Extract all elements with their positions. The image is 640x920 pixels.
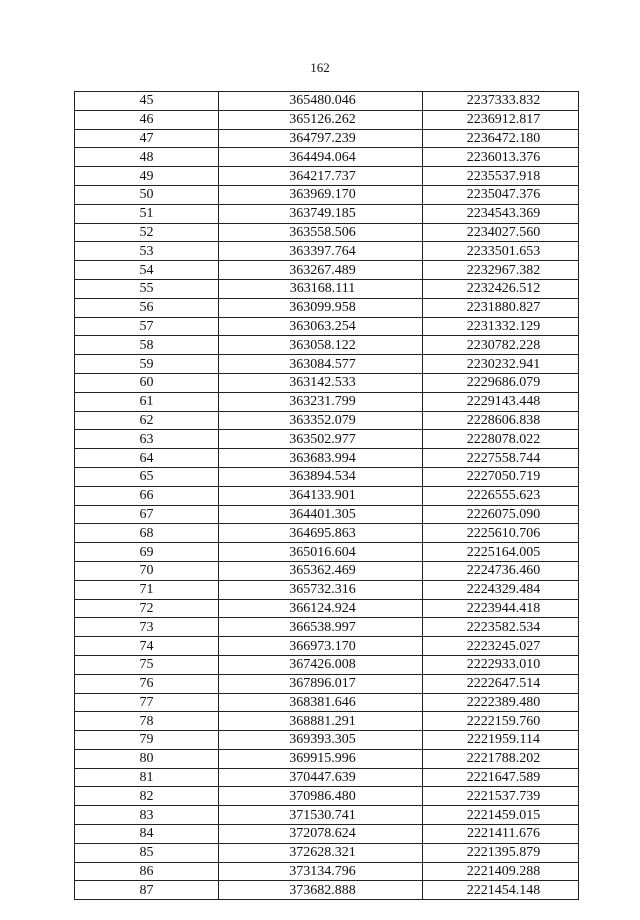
y-coordinate-cell: 2234027.560 bbox=[423, 223, 579, 242]
point-number-cell: 87 bbox=[75, 881, 219, 900]
y-coordinate-cell: 2221647.589 bbox=[423, 768, 579, 787]
y-coordinate-cell: 2221454.148 bbox=[423, 881, 579, 900]
point-number-cell: 63 bbox=[75, 430, 219, 449]
table-row bbox=[75, 806, 579, 825]
table-row bbox=[75, 148, 579, 167]
table-row bbox=[75, 392, 579, 411]
point-number-cell: 71 bbox=[75, 580, 219, 599]
y-coordinate-cell: 2226555.623 bbox=[423, 486, 579, 505]
table-row bbox=[75, 524, 579, 543]
y-coordinate-cell: 2222389.480 bbox=[423, 693, 579, 712]
point-number-cell: 76 bbox=[75, 674, 219, 693]
point-number-cell: 75 bbox=[75, 655, 219, 674]
x-coordinate-cell: 369915.996 bbox=[219, 749, 423, 768]
x-coordinate-cell: 363749.185 bbox=[219, 204, 423, 223]
table-row bbox=[75, 599, 579, 618]
x-coordinate-cell: 365480.046 bbox=[219, 92, 423, 111]
y-coordinate-cell: 2231880.827 bbox=[423, 298, 579, 317]
x-coordinate-cell: 372078.624 bbox=[219, 825, 423, 844]
y-coordinate-cell: 2235047.376 bbox=[423, 185, 579, 204]
y-coordinate-cell: 2221788.202 bbox=[423, 749, 579, 768]
y-coordinate-cell: 2237333.832 bbox=[423, 92, 579, 111]
x-coordinate-cell: 363084.577 bbox=[219, 355, 423, 374]
table-row bbox=[75, 693, 579, 712]
table-row bbox=[75, 355, 579, 374]
table-row bbox=[75, 223, 579, 242]
y-coordinate-cell: 2223944.418 bbox=[423, 599, 579, 618]
y-coordinate-cell: 2236013.376 bbox=[423, 148, 579, 167]
y-coordinate-cell: 2236472.180 bbox=[423, 129, 579, 148]
y-coordinate-cell: 2221537.739 bbox=[423, 787, 579, 806]
x-coordinate-cell: 363397.764 bbox=[219, 242, 423, 261]
x-coordinate-cell: 364217.737 bbox=[219, 167, 423, 186]
table-row bbox=[75, 561, 579, 580]
y-coordinate-cell: 2225610.706 bbox=[423, 524, 579, 543]
x-coordinate-cell: 363063.254 bbox=[219, 317, 423, 336]
x-coordinate-cell: 369393.305 bbox=[219, 731, 423, 750]
point-number-cell: 84 bbox=[75, 825, 219, 844]
x-coordinate-cell: 373134.796 bbox=[219, 862, 423, 881]
point-number-cell: 50 bbox=[75, 185, 219, 204]
point-number-cell: 73 bbox=[75, 618, 219, 637]
table-row bbox=[75, 449, 579, 468]
table-row bbox=[75, 261, 579, 280]
table-row bbox=[75, 110, 579, 129]
y-coordinate-cell: 2221395.879 bbox=[423, 843, 579, 862]
point-number-cell: 62 bbox=[75, 411, 219, 430]
point-number-cell: 79 bbox=[75, 731, 219, 750]
x-coordinate-cell: 363894.534 bbox=[219, 467, 423, 486]
y-coordinate-cell: 2235537.918 bbox=[423, 167, 579, 186]
point-number-cell: 78 bbox=[75, 712, 219, 731]
x-coordinate-cell: 363683.994 bbox=[219, 449, 423, 468]
point-number-cell: 86 bbox=[75, 862, 219, 881]
point-number-cell: 61 bbox=[75, 392, 219, 411]
point-number-cell: 81 bbox=[75, 768, 219, 787]
point-number-cell: 69 bbox=[75, 543, 219, 562]
point-number-cell: 49 bbox=[75, 167, 219, 186]
table-row bbox=[75, 768, 579, 787]
y-coordinate-cell: 2228606.838 bbox=[423, 411, 579, 430]
point-number-cell: 46 bbox=[75, 110, 219, 129]
point-number-cell: 80 bbox=[75, 749, 219, 768]
table-row bbox=[75, 712, 579, 731]
table-row bbox=[75, 204, 579, 223]
x-coordinate-cell: 367426.008 bbox=[219, 655, 423, 674]
page-number: 162 bbox=[310, 60, 330, 75]
table-row bbox=[75, 92, 579, 111]
coordinate-table bbox=[74, 91, 579, 900]
x-coordinate-cell: 365016.604 bbox=[219, 543, 423, 562]
table-row bbox=[75, 881, 579, 900]
table-row bbox=[75, 486, 579, 505]
y-coordinate-cell: 2221411.676 bbox=[423, 825, 579, 844]
point-number-cell: 82 bbox=[75, 787, 219, 806]
table-row bbox=[75, 129, 579, 148]
point-number-cell: 70 bbox=[75, 561, 219, 580]
y-coordinate-cell: 2222647.514 bbox=[423, 674, 579, 693]
table-row bbox=[75, 167, 579, 186]
table-row bbox=[75, 618, 579, 637]
y-coordinate-cell: 2230782.228 bbox=[423, 336, 579, 355]
point-number-cell: 83 bbox=[75, 806, 219, 825]
point-number-cell: 74 bbox=[75, 637, 219, 656]
y-coordinate-cell: 2223582.534 bbox=[423, 618, 579, 637]
x-coordinate-cell: 363558.506 bbox=[219, 223, 423, 242]
table-row bbox=[75, 411, 579, 430]
table-row bbox=[75, 242, 579, 261]
y-coordinate-cell: 2222159.760 bbox=[423, 712, 579, 731]
x-coordinate-cell: 366973.170 bbox=[219, 637, 423, 656]
y-coordinate-cell: 2225164.005 bbox=[423, 543, 579, 562]
x-coordinate-cell: 367896.017 bbox=[219, 674, 423, 693]
x-coordinate-cell: 364401.305 bbox=[219, 505, 423, 524]
table-row bbox=[75, 674, 579, 693]
table-row bbox=[75, 317, 579, 336]
point-number-cell: 85 bbox=[75, 843, 219, 862]
table-row bbox=[75, 373, 579, 392]
point-number-cell: 45 bbox=[75, 92, 219, 111]
table-row bbox=[75, 731, 579, 750]
x-coordinate-cell: 363352.079 bbox=[219, 411, 423, 430]
table-row bbox=[75, 580, 579, 599]
x-coordinate-cell: 363099.958 bbox=[219, 298, 423, 317]
y-coordinate-cell: 2232967.382 bbox=[423, 261, 579, 280]
point-number-cell: 60 bbox=[75, 373, 219, 392]
x-coordinate-cell: 364797.239 bbox=[219, 129, 423, 148]
table-row bbox=[75, 825, 579, 844]
coordinate-table-body bbox=[75, 92, 579, 900]
x-coordinate-cell: 365362.469 bbox=[219, 561, 423, 580]
point-number-cell: 51 bbox=[75, 204, 219, 223]
x-coordinate-cell: 368381.646 bbox=[219, 693, 423, 712]
y-coordinate-cell: 2229143.448 bbox=[423, 392, 579, 411]
y-coordinate-cell: 2223245.027 bbox=[423, 637, 579, 656]
x-coordinate-cell: 365732.316 bbox=[219, 580, 423, 599]
point-number-cell: 64 bbox=[75, 449, 219, 468]
x-coordinate-cell: 370447.639 bbox=[219, 768, 423, 787]
x-coordinate-cell: 371530.741 bbox=[219, 806, 423, 825]
x-coordinate-cell: 363168.111 bbox=[219, 279, 423, 298]
y-coordinate-cell: 2228078.022 bbox=[423, 430, 579, 449]
table-row bbox=[75, 505, 579, 524]
point-number-cell: 56 bbox=[75, 298, 219, 317]
point-number-cell: 53 bbox=[75, 242, 219, 261]
point-number-cell: 72 bbox=[75, 599, 219, 618]
point-number-cell: 59 bbox=[75, 355, 219, 374]
x-coordinate-cell: 366538.997 bbox=[219, 618, 423, 637]
x-coordinate-cell: 364133.901 bbox=[219, 486, 423, 505]
point-number-cell: 67 bbox=[75, 505, 219, 524]
point-number-cell: 47 bbox=[75, 129, 219, 148]
y-coordinate-cell: 2234543.369 bbox=[423, 204, 579, 223]
point-number-cell: 54 bbox=[75, 261, 219, 280]
table-row bbox=[75, 430, 579, 449]
y-coordinate-cell: 2221409.288 bbox=[423, 862, 579, 881]
x-coordinate-cell: 365126.262 bbox=[219, 110, 423, 129]
table-row bbox=[75, 543, 579, 562]
y-coordinate-cell: 2224329.484 bbox=[423, 580, 579, 599]
x-coordinate-cell: 363142.533 bbox=[219, 373, 423, 392]
y-coordinate-cell: 2227558.744 bbox=[423, 449, 579, 468]
y-coordinate-cell: 2226075.090 bbox=[423, 505, 579, 524]
table-row bbox=[75, 467, 579, 486]
table-row bbox=[75, 843, 579, 862]
x-coordinate-cell: 372628.321 bbox=[219, 843, 423, 862]
x-coordinate-cell: 368881.291 bbox=[219, 712, 423, 731]
y-coordinate-cell: 2222933.010 bbox=[423, 655, 579, 674]
y-coordinate-cell: 2231332.129 bbox=[423, 317, 579, 336]
table-row bbox=[75, 655, 579, 674]
y-coordinate-cell: 2221459.015 bbox=[423, 806, 579, 825]
y-coordinate-cell: 2230232.941 bbox=[423, 355, 579, 374]
point-number-cell: 52 bbox=[75, 223, 219, 242]
y-coordinate-cell: 2224736.460 bbox=[423, 561, 579, 580]
x-coordinate-cell: 366124.924 bbox=[219, 599, 423, 618]
y-coordinate-cell: 2229686.079 bbox=[423, 373, 579, 392]
point-number-cell: 57 bbox=[75, 317, 219, 336]
table-row bbox=[75, 787, 579, 806]
x-coordinate-cell: 363969.170 bbox=[219, 185, 423, 204]
table-row bbox=[75, 279, 579, 298]
y-coordinate-cell: 2236912.817 bbox=[423, 110, 579, 129]
x-coordinate-cell: 364494.064 bbox=[219, 148, 423, 167]
x-coordinate-cell: 363231.799 bbox=[219, 392, 423, 411]
x-coordinate-cell: 363058.122 bbox=[219, 336, 423, 355]
point-number-cell: 66 bbox=[75, 486, 219, 505]
y-coordinate-cell: 2233501.653 bbox=[423, 242, 579, 261]
table-row bbox=[75, 336, 579, 355]
point-number-cell: 68 bbox=[75, 524, 219, 543]
table-row bbox=[75, 185, 579, 204]
point-number-cell: 65 bbox=[75, 467, 219, 486]
table-row bbox=[75, 298, 579, 317]
point-number-cell: 48 bbox=[75, 148, 219, 167]
table-row bbox=[75, 749, 579, 768]
x-coordinate-cell: 363267.489 bbox=[219, 261, 423, 280]
x-coordinate-cell: 373682.888 bbox=[219, 881, 423, 900]
point-number-cell: 77 bbox=[75, 693, 219, 712]
y-coordinate-cell: 2232426.512 bbox=[423, 279, 579, 298]
table-row bbox=[75, 637, 579, 656]
y-coordinate-cell: 2221959.114 bbox=[423, 731, 579, 750]
table-row bbox=[75, 862, 579, 881]
x-coordinate-cell: 370986.480 bbox=[219, 787, 423, 806]
point-number-cell: 58 bbox=[75, 336, 219, 355]
y-coordinate-cell: 2227050.719 bbox=[423, 467, 579, 486]
point-number-cell: 55 bbox=[75, 279, 219, 298]
x-coordinate-cell: 364695.863 bbox=[219, 524, 423, 543]
x-coordinate-cell: 363502.977 bbox=[219, 430, 423, 449]
